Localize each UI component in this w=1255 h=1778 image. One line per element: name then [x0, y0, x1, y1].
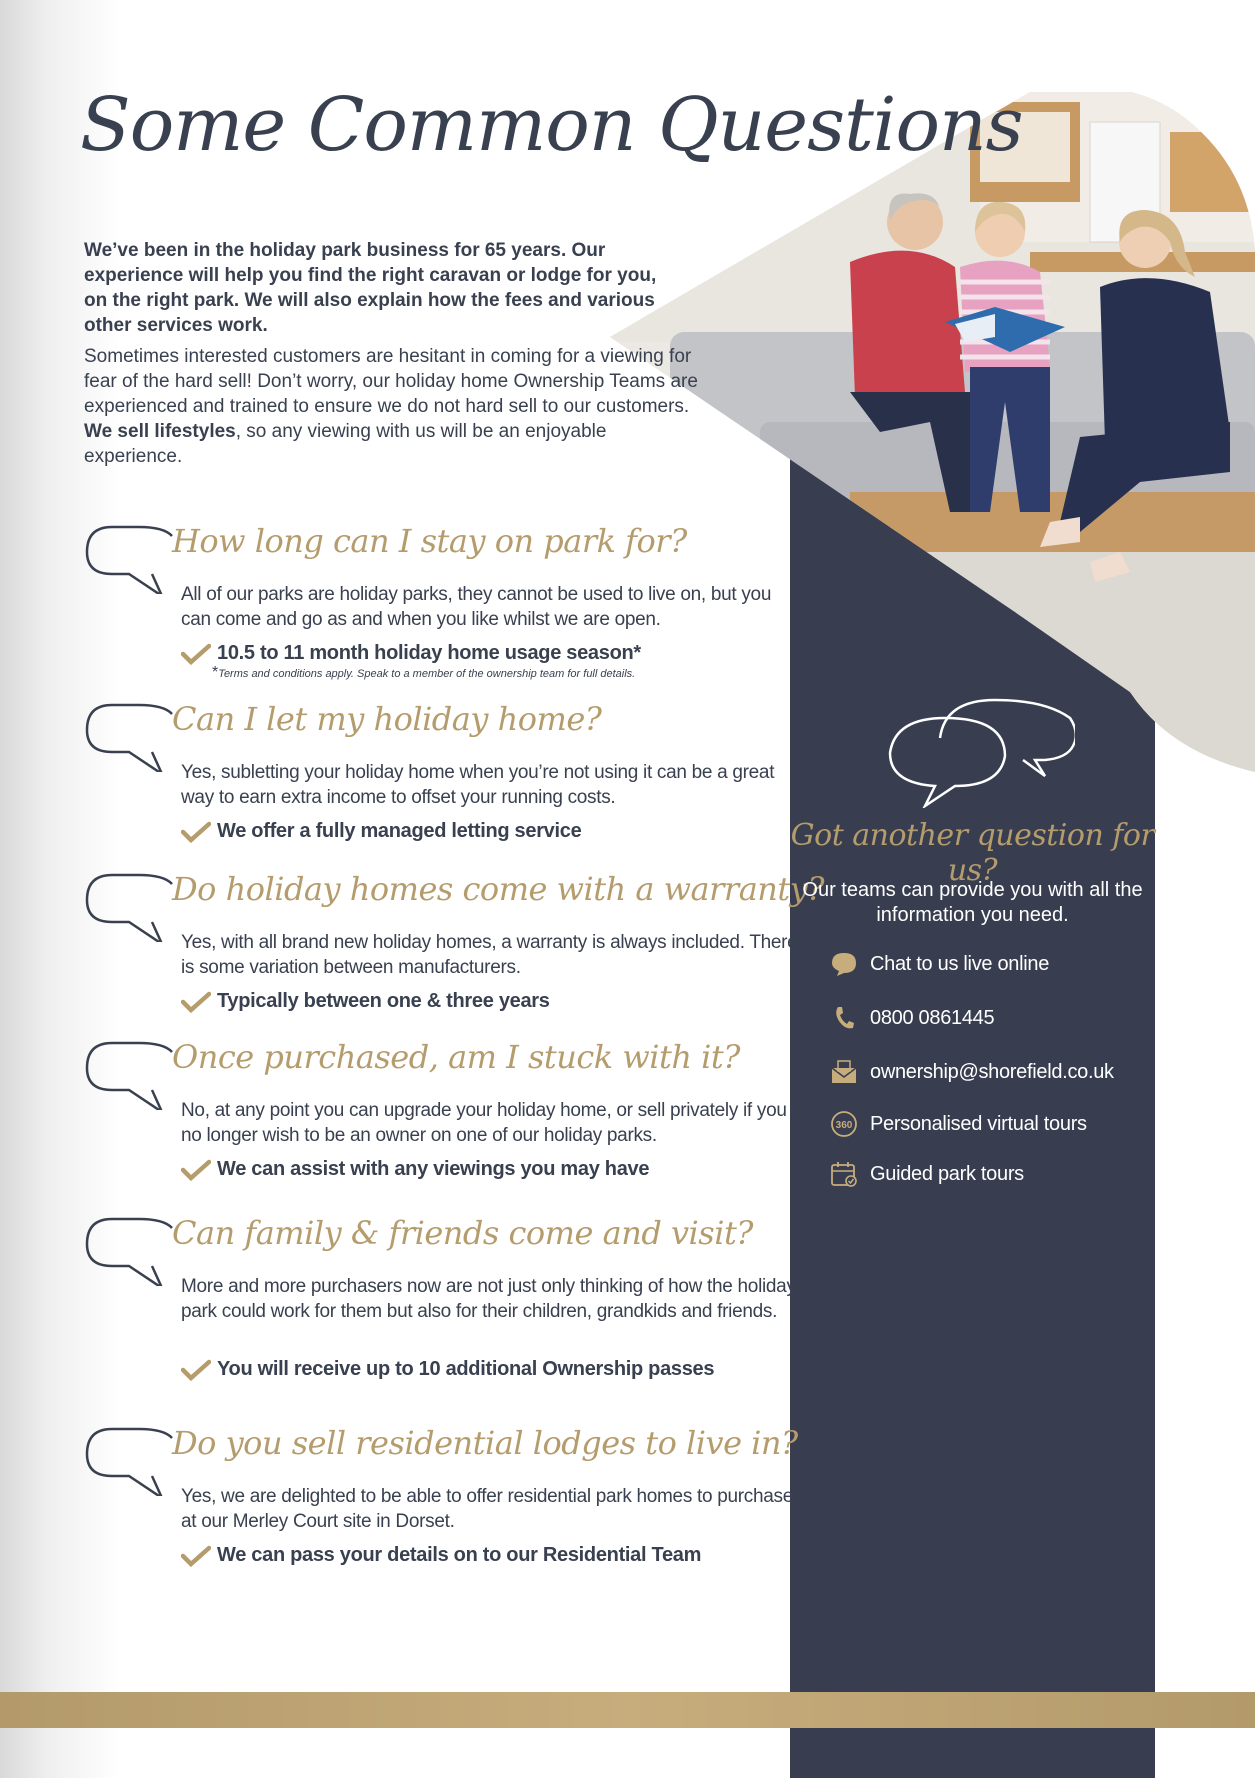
speech-bubble-icon [84, 702, 184, 772]
contact-park-tours[interactable] [830, 1160, 1024, 1188]
faq-highlight-text: You will receive up to 10 additional Ownership passes [217, 1358, 715, 1380]
faq-question: Can I let my holiday home? [172, 700, 602, 738]
contact-virtual-tours[interactable] [830, 1110, 1087, 1138]
faq-highlight [181, 990, 550, 1013]
360-tour-icon [830, 1110, 858, 1138]
faq-highlight-text: Typically between one & three years [217, 990, 550, 1012]
contact-chat[interactable] [830, 950, 1049, 978]
faq-answer: Yes, subletting your holiday home when you’re not using it can be a great way to earn extra income to offset your running costs. [181, 762, 775, 808]
checkmark-icon [181, 821, 211, 843]
speech-bubble-icon [84, 1426, 184, 1496]
faq-highlight [181, 820, 581, 843]
faq-question: Can family & friends come and visit? [172, 1214, 753, 1252]
checkmark-icon [181, 1545, 211, 1567]
faq-answer: Yes, with all brand new holiday homes, a warranty is always included. There is some variation between manufacturers. [181, 932, 798, 978]
speech-bubble-icon [84, 872, 184, 942]
intro-body-emphasis: We sell lifestyles [84, 421, 236, 442]
checkmark-icon [181, 1359, 211, 1381]
faq-question: Do holiday homes come with a warranty? [172, 870, 824, 908]
contact-label: Guided park tours [870, 1162, 1024, 1185]
checkmark-icon [181, 991, 211, 1013]
intro-body-end: , so any viewing with us will be an enjoyable experience. [84, 421, 607, 467]
speech-bubble-icon [84, 1216, 184, 1286]
intro-body-text: Sometimes interested customers are hesitant in coming for a viewing for fear of the hard sell! Don’t worry, our holiday home Ownership Teams are experienced and trained to ensure we do not hard sell to our customers. [84, 346, 698, 417]
footnote: *Terms and conditions apply. Speak to a member of the ownership team for full details. [212, 664, 636, 681]
faq-answer: Yes, we are delighted to be able to offer residential park homes to purchase at our Merley Court site in Dorset. [181, 1486, 793, 1532]
intro-lead: We’ve been in the holiday park business for 65 years. Our experience will help you find the right caravan or lodge for you, on the right park. We will also explain how the fees and various other services work. [84, 240, 657, 336]
faq-highlight [181, 1158, 649, 1181]
sidebar-title: Got another question for us? [790, 818, 1155, 888]
contact-phone[interactable] [830, 1004, 994, 1032]
faq-answer: All of our parks are holiday parks, they cannot be used to live on, but you can come and go as and when you like whilst we are open. [181, 584, 772, 630]
faq-highlight [181, 1544, 701, 1567]
faq-question: How long can I stay on park for? [172, 522, 687, 560]
chat-icon [830, 950, 858, 978]
phone-icon [830, 1004, 858, 1032]
contact-label: Personalised virtual tours [870, 1112, 1087, 1135]
calendar-icon [830, 1160, 858, 1188]
contact-label: 0800 0861445 [870, 1006, 995, 1029]
page-title: Some Common Questions [80, 82, 1023, 168]
contact-label: Chat to us live online [870, 952, 1050, 975]
faq-answer: More and more purchasers now are not just only thinking of how the holiday park could work for them but also for their children, grandkids and friends. [181, 1276, 796, 1322]
speech-bubble-icon [84, 524, 184, 594]
checkmark-icon [181, 643, 211, 665]
photo-couple-with-advisor [610, 92, 1255, 772]
faq-answer: No, at any point you can upgrade your holiday home, or sell privately if you no longer wish to be an owner on one of our holiday parks. [181, 1100, 787, 1146]
svg-text:360: 360 [835, 1120, 853, 1131]
sidebar-text: Our teams can provide you with all the information you need. [802, 879, 1143, 926]
faq-question: Do you sell residential lodges to live in? [172, 1424, 798, 1462]
checkmark-icon [181, 1159, 211, 1181]
faq-highlight [181, 642, 641, 665]
gold-footer-band [0, 1692, 1255, 1728]
intro-body [84, 344, 704, 469]
faq-highlight-text: 10.5 to 11 month holiday home usage season* [217, 642, 641, 664]
faq-highlight-text: We can pass your details on to our Residential Team [217, 1544, 702, 1566]
faq-highlight [181, 1358, 714, 1381]
contact-email[interactable] [830, 1058, 1114, 1086]
faq-highlight-text: We can assist with any viewings you may have [217, 1158, 650, 1180]
footnote-text: Terms and conditions apply. Speak to a member of the ownership team for full details. [218, 668, 636, 680]
chat-bubbles-icon [885, 678, 1075, 808]
faq-question: Once purchased, am I stuck with it? [172, 1038, 740, 1076]
speech-bubble-icon [84, 1040, 184, 1110]
contact-label: ownership@shorefield.co.uk [870, 1060, 1114, 1083]
email-icon [830, 1058, 858, 1086]
faq-highlight-text: We offer a fully managed letting service [217, 820, 582, 842]
